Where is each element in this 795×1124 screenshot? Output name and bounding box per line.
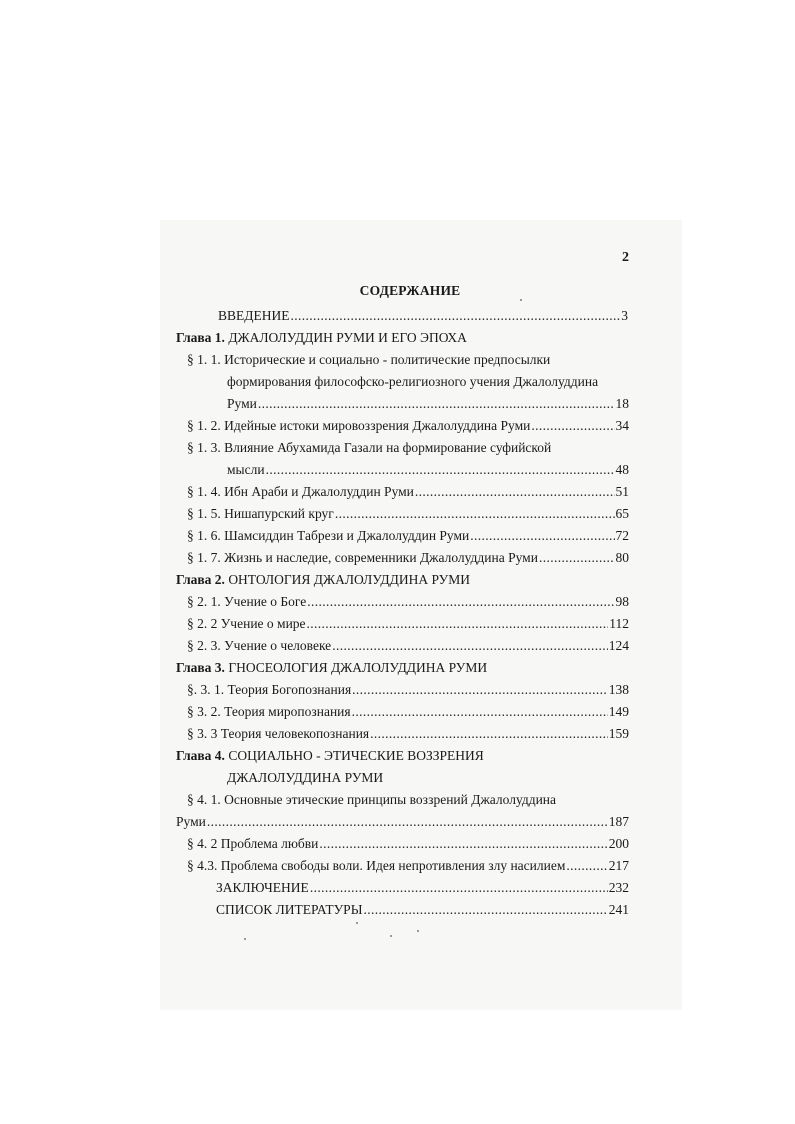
toc-entry-1-3-line1: § 1. 3. Влияние Абухамида Газали на формирование суфийской (187, 440, 552, 455)
chapter-title: ДЖАЛОЛУДДИН РУМИ И ЕГО ЭПОХА (228, 330, 467, 345)
toc-entry-1-7 (187, 547, 629, 569)
leader-dots (258, 393, 615, 415)
toc-entry-page: 187 (608, 814, 629, 829)
chapter-title: ОНТОЛОГИЯ ДЖАЛОЛУДДИНА РУМИ (228, 572, 470, 587)
toc-entry-4-1-line1: § 4. 1. Основные этические принципы воззрений Джалолуддина (187, 792, 557, 807)
toc-entry-text: мысли (227, 462, 265, 477)
toc-entry-text: Руми (176, 814, 206, 829)
toc-entry-page: 3 (621, 308, 628, 323)
leader-dots (370, 723, 608, 745)
toc-entry-text: § 4.3. Проблема свободы воли. Идея непротивления злу насилием (187, 858, 566, 873)
toc-title: СОДЕРЖАНИЕ (359, 283, 461, 298)
leader-dots (415, 481, 615, 503)
toc-entry-page: 34 (615, 418, 629, 433)
page-number: 2 (622, 250, 629, 265)
toc-entry-1-1-line2: формирования философско-религиозного учения Джалолуддина (227, 374, 599, 389)
toc-entry-page: 72 (615, 528, 629, 543)
toc-entry-text: § 2. 3. Учение о человеке (187, 638, 332, 653)
chapter-2-heading (176, 569, 470, 591)
toc-entry-1-6 (187, 525, 629, 547)
scan-speck (244, 938, 246, 940)
toc-entry-3-1 (187, 679, 629, 701)
toc-entry-1-1-line3 (227, 393, 629, 415)
chapter-1-heading (176, 327, 467, 349)
chapter-3-heading (176, 657, 487, 679)
toc-entry-text: § 3. 3 Теория человекопознания (187, 726, 370, 741)
leader-dots (531, 415, 614, 437)
toc-entry-1-3-line2 (227, 459, 629, 481)
toc-entry-page: 232 (608, 880, 629, 895)
toc-entry-conclusion (216, 877, 629, 899)
toc-entry-page: 48 (615, 462, 629, 477)
toc-entry-text: СПИСОК ЛИТЕРАТУРЫ (216, 902, 363, 917)
leader-dots (539, 547, 615, 569)
toc-entry-page: 112 (609, 616, 629, 631)
toc-entry-text: ВВЕДЕНИЕ (218, 308, 290, 323)
chapter-title: СОЦИАЛЬНО - ЭТИЧЕСКИЕ ВОЗЗРЕНИЯ (228, 748, 484, 763)
toc-entry-page: 18 (615, 396, 629, 411)
chapter-label: Глава 3. (176, 660, 225, 675)
scan-speck (390, 935, 392, 937)
toc-entry-text: § 1. 7. Жизнь и наследие, современники Джалолуддина Руми (187, 550, 538, 565)
toc-entry-1-2 (187, 415, 629, 437)
toc-entry-page: 149 (608, 704, 629, 719)
leader-dots (319, 833, 607, 855)
leader-dots (352, 679, 608, 701)
chapter-label: Глава 1. (176, 330, 225, 345)
toc-entry-page: 217 (608, 858, 629, 873)
leader-dots (332, 635, 608, 657)
toc-entry-page: 138 (608, 682, 629, 697)
toc-entry-4-2 (187, 833, 629, 855)
toc-entry-references (216, 899, 629, 921)
toc-entry-text: Руми (227, 396, 257, 411)
toc-entry-3-2 (187, 701, 629, 723)
toc-entry-introduction (218, 305, 628, 327)
toc-entry-text: § 1. 6. Шамсиддин Табрези и Джалолуддин Руми (187, 528, 470, 543)
toc-entry-text: § 3. 2. Теория миропознания (187, 704, 351, 719)
leader-dots (335, 503, 615, 525)
toc-entry-text: §. 3. 1. Теория Богопознания (187, 682, 352, 697)
toc-entry-page: 200 (608, 836, 629, 851)
chapter-4-title-line2: ДЖАЛОЛУДДИНА РУМИ (227, 770, 384, 785)
scan-speck (417, 930, 419, 932)
toc-entry-1-5 (187, 503, 629, 525)
toc-entry-2-3 (187, 635, 629, 657)
leader-dots (352, 701, 608, 723)
scan-speck (356, 922, 358, 924)
toc-entry-text: § 4. 2 Проблема любви (187, 836, 319, 851)
toc-entry-text: ЗАКЛЮЧЕНИЕ (216, 880, 309, 895)
scan-speck (520, 299, 522, 301)
leader-dots (307, 613, 609, 635)
toc-entry-page: 241 (608, 902, 629, 917)
toc-entry-text: § 2. 1. Учение о Боге (187, 594, 307, 609)
toc-entry-page: 98 (615, 594, 629, 609)
toc-entry-page: 80 (615, 550, 629, 565)
leader-dots (207, 811, 608, 833)
toc-entry-2-1 (187, 591, 629, 613)
toc-entry-3-3 (187, 723, 629, 745)
toc-entry-4-3 (187, 855, 629, 877)
toc-entry-1-4 (187, 481, 629, 503)
toc-entry-text: § 1. 4. Ибн Араби и Джалолуддин Руми (187, 484, 414, 499)
toc-entry-2-2 (187, 613, 629, 635)
toc-entry-text: § 1. 5. Нишапурский круг (187, 506, 334, 521)
toc-entry-text: § 2. 2 Учение о мире (187, 616, 306, 631)
leader-dots (566, 855, 607, 877)
toc-entry-page: 51 (615, 484, 629, 499)
toc-entry-page: 65 (615, 506, 629, 521)
toc-entry-page: 159 (608, 726, 629, 741)
leader-dots (290, 305, 620, 327)
leader-dots (307, 591, 614, 613)
leader-dots (363, 899, 607, 921)
leader-dots (266, 459, 615, 481)
chapter-label: Глава 4. (176, 748, 225, 763)
toc-entry-page: 124 (608, 638, 629, 653)
toc-entry-4-1-line2 (176, 811, 629, 833)
toc-entry-1-1-line1: § 1. 1. Исторические и социально - политические предпосылки (187, 352, 551, 367)
chapter-4-heading (176, 745, 484, 767)
toc-entry-text: § 1. 2. Идейные истоки мировоззрения Джалолуддина Руми (187, 418, 531, 433)
leader-dots (310, 877, 608, 899)
chapter-label: Глава 2. (176, 572, 225, 587)
chapter-title: ГНОСЕОЛОГИЯ ДЖАЛОЛУДДИНА РУМИ (228, 660, 488, 675)
leader-dots (470, 525, 614, 547)
